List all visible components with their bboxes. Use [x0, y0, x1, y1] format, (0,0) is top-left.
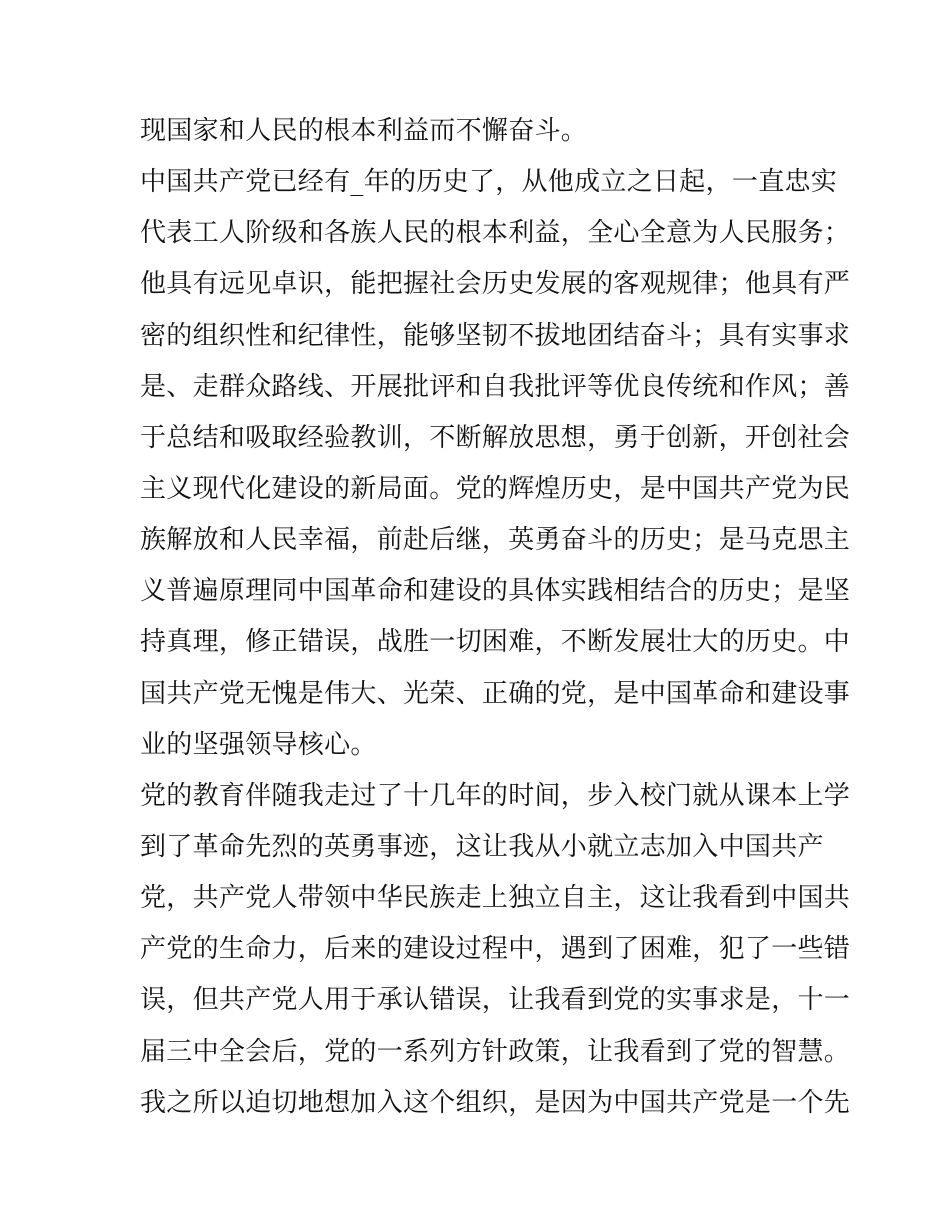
text-line: 届三中全会后，党的一系列方针政策，让我看到了党的智慧。: [140, 1036, 851, 1067]
text-line: 义普遍原理同中国革命和建设的具体实践相结合的历史；是坚: [140, 576, 851, 607]
text-line: 于总结和吸取经验教训，不断解放思想，勇于创新，开创社会: [140, 422, 851, 453]
text-line: 现国家和人民的根本利益而不懈奋斗。: [140, 116, 588, 146]
document-body: [140, 106, 851, 1129]
text-line: 误，但共产党人用于承认错误，让我看到党的实事求是，十一: [140, 985, 851, 1016]
text-line: 到了革命先烈的英勇事迹，这让我从小就立志加入中国共产: [140, 831, 824, 862]
text-line: 密的组织性和纪律性，能够坚韧不拔地团结奋斗；具有实事求: [140, 320, 851, 351]
text-line: 业的坚强领导核心。: [140, 729, 377, 760]
text-line: 党的教育伴随我走过了十几年的时间，步入校门就从课本上学: [140, 780, 851, 811]
text-line: 党，共产党人带领中华民族走上独立自主，这让我看到中国共: [140, 883, 851, 914]
text-line: 是、走群众路线、开展批评和自我批评等优良传统和作风；善: [140, 371, 851, 402]
text-line: 我之所以迫切地想加入这个组织，是因为中国共产党是一个先: [140, 1087, 851, 1118]
text-line: 国共产党无愧是伟大、光荣、正确的党，是中国革命和建设事: [140, 678, 851, 709]
text-line: 主义现代化建设的新局面。党的辉煌历史，是中国共产党为民: [140, 473, 851, 504]
text-line: 产党的生命力，后来的建设过程中，遇到了困难，犯了一些错: [140, 934, 851, 965]
text-line: 他具有远见卓识，能把握社会历史发展的客观规律；他具有严: [140, 269, 851, 300]
text-line: 代表工人阶级和各族人民的根本利益，全心全意为人民服务；: [140, 218, 851, 249]
text-line: 持真理，修正错误，战胜一切困难，不断发展壮大的历史。中: [140, 627, 851, 658]
text-line: 族解放和人民幸福，前赴后继，英勇奋斗的历史；是马克思主: [140, 525, 851, 556]
text-line: 中国共产党已经有_年的历史了，从他成立之日起，一直忠实: [140, 167, 838, 198]
